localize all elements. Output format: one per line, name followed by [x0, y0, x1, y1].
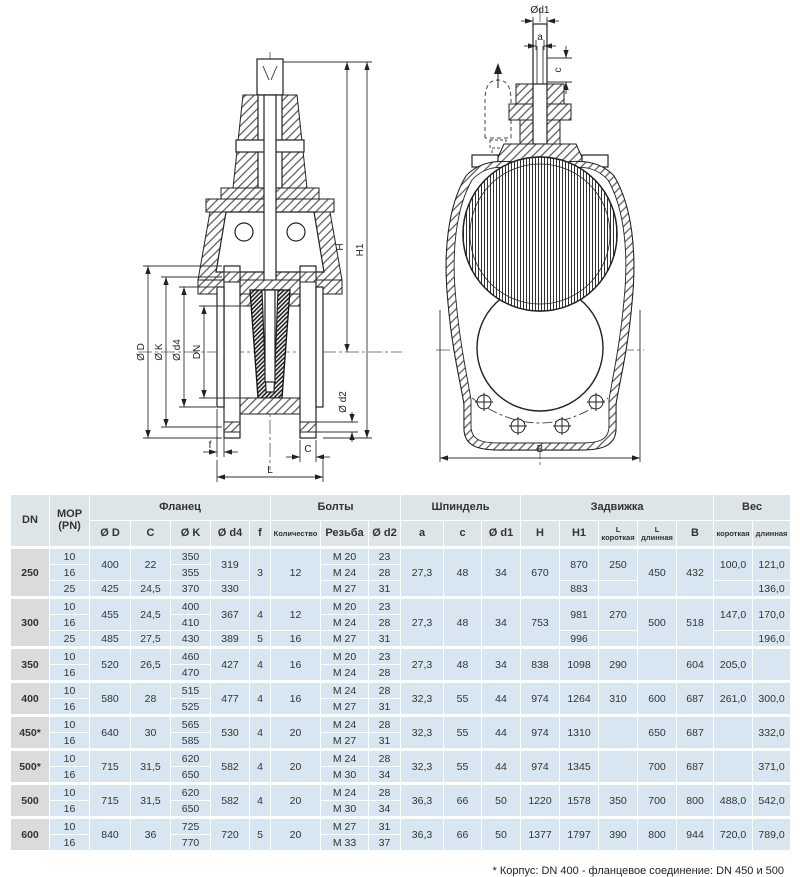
table-cell: 720 — [211, 818, 250, 851]
table-cell: 44 — [482, 682, 521, 716]
table-cell: 974 — [521, 750, 560, 784]
table-cell: 1578 — [560, 784, 599, 818]
table-cell: 28 — [131, 682, 171, 716]
table-cell: 4 — [250, 716, 271, 750]
table-cell: 20 — [271, 784, 321, 818]
dn-cell: 500 — [11, 784, 50, 818]
dim-label-h1: H1 — [355, 243, 366, 257]
table-cell: 620 — [171, 784, 211, 801]
table-cell: 28 — [369, 565, 401, 581]
table-cell: 23 — [369, 648, 401, 665]
dim-label-h: H — [335, 243, 346, 251]
col-header: Ø K — [171, 521, 211, 548]
table-cell: 974 — [521, 716, 560, 750]
table-cell: 400 — [90, 548, 131, 581]
table-cell: 981 — [560, 598, 599, 631]
table-cell: 700 — [638, 784, 677, 818]
col-header: C — [131, 521, 171, 548]
table-cell: 28 — [369, 615, 401, 631]
table-cell: 650 — [638, 716, 677, 750]
table-cell: 25 — [50, 631, 90, 648]
col-header: длинная — [753, 521, 791, 548]
table-cell: 582 — [211, 784, 250, 818]
table-cell: 16 — [50, 665, 90, 682]
dim-label-dn: DN — [192, 344, 203, 360]
table-cell: 477 — [211, 682, 250, 716]
table-cell: 16 — [50, 767, 90, 784]
table-cell: M 33 — [321, 835, 369, 851]
col-header: H1 — [560, 521, 599, 548]
table-cell: 4 — [250, 648, 271, 682]
group-header-spindle: Шпиндель — [401, 495, 521, 521]
table-cell: 30 — [131, 716, 171, 750]
table-cell: 12 — [271, 548, 321, 598]
dim-label-dd2: Ø d2 — [338, 391, 349, 413]
table-cell: 1310 — [560, 716, 599, 750]
table-cell: 31 — [369, 581, 401, 598]
table-cell: 319 — [211, 548, 250, 581]
col-header: B — [677, 521, 714, 548]
table-cell: 789,0 — [753, 818, 791, 851]
table-cell: 55 — [444, 682, 482, 716]
table-cell: 66 — [444, 784, 482, 818]
table-cell: 25 — [50, 581, 90, 598]
table-cell: M 27 — [321, 631, 369, 648]
table-cell: 520 — [90, 648, 131, 682]
table-cell: 1098 — [560, 648, 599, 682]
table-cell: M 24 — [321, 784, 369, 801]
table-cell: 4 — [250, 598, 271, 631]
table-cell: 1220 — [521, 784, 560, 818]
table-cell: 770 — [171, 835, 211, 851]
table-cell: 31 — [369, 631, 401, 648]
table-cell: 250 — [599, 548, 638, 581]
dn-cell: 500* — [11, 750, 50, 784]
table-cell: 996 — [560, 631, 599, 648]
table-cell: 542,0 — [753, 784, 791, 818]
table-cell: 944 — [677, 818, 714, 851]
table-cell: 430 — [171, 631, 211, 648]
table-cell: 530 — [211, 716, 250, 750]
table-cell: 580 — [90, 682, 131, 716]
table-cell: 400 — [171, 598, 211, 615]
table-cell: 37 — [369, 835, 401, 851]
table-cell: 650 — [171, 801, 211, 818]
table-cell — [638, 648, 677, 682]
table-cell: 753 — [521, 598, 560, 648]
table-cell: 715 — [90, 784, 131, 818]
col-header: Резьба — [321, 521, 369, 548]
front-view — [136, 52, 402, 482]
table-cell: 31,5 — [131, 784, 171, 818]
table-cell: 16 — [271, 648, 321, 682]
table-header — [11, 495, 791, 548]
table-cell: M 24 — [321, 565, 369, 581]
group-header-bolts: Болты — [271, 495, 401, 521]
table-cell — [753, 648, 791, 682]
table-cell: 427 — [211, 648, 250, 682]
table-cell: 10 — [50, 750, 90, 767]
table-cell: 34 — [369, 767, 401, 784]
table-cell: 31,5 — [131, 750, 171, 784]
table-cell: M 24 — [321, 716, 369, 733]
table-cell: 205,0 — [714, 648, 753, 682]
dim-label-dK: Ø K — [154, 343, 165, 361]
table-cell: 604 — [677, 648, 714, 682]
table-cell: 470 — [171, 665, 211, 682]
table-cell — [599, 716, 638, 750]
table-cell — [714, 631, 753, 648]
table-cell: 16 — [271, 682, 321, 716]
table-cell: 50 — [482, 818, 521, 851]
table-cell: 44 — [482, 716, 521, 750]
table-cell: 196,0 — [753, 631, 791, 648]
table-cell: 585 — [171, 733, 211, 750]
table-cell: 1264 — [560, 682, 599, 716]
col-header: L короткая — [599, 521, 638, 548]
dim-label-dd1: Ød1 — [530, 5, 550, 16]
table-cell: 147,0 — [714, 598, 753, 631]
table-cell: M 30 — [321, 767, 369, 784]
table-cell: 24,5 — [131, 581, 171, 598]
group-header-weight: Вес — [714, 495, 791, 521]
col-header: Ø d2 — [369, 521, 401, 548]
table-cell: 687 — [677, 750, 714, 784]
table-cell: 48 — [444, 648, 482, 682]
table-cell: 20 — [271, 716, 321, 750]
table-cell: 27,3 — [401, 648, 444, 682]
table-cell: 425 — [90, 581, 131, 598]
table-cell: 10 — [50, 598, 90, 615]
table-cell: M 24 — [321, 615, 369, 631]
table-cell: 650 — [171, 767, 211, 784]
cap-arrow — [494, 63, 502, 74]
table-cell: 367 — [211, 598, 250, 631]
table-cell: 48 — [444, 598, 482, 648]
table-cell: 725 — [171, 818, 211, 835]
table-cell: 31 — [369, 733, 401, 750]
table-cell: 515 — [171, 682, 211, 699]
table-cell: 687 — [677, 716, 714, 750]
dim-label-b: B — [536, 444, 544, 455]
table-cell: 974 — [521, 682, 560, 716]
table-cell: 20 — [271, 818, 321, 851]
table-cell: 28 — [369, 716, 401, 733]
dn-cell: 400 — [11, 682, 50, 716]
dim-label-c-front: C — [304, 444, 312, 455]
table-cell: 16 — [50, 801, 90, 818]
table-cell: 34 — [482, 548, 521, 598]
table-cell: 36 — [131, 818, 171, 851]
table-cell: 44 — [482, 750, 521, 784]
table-cell: 32,3 — [401, 682, 444, 716]
table-cell — [714, 716, 753, 750]
table-cell: 48 — [444, 548, 482, 598]
table-cell: 518 — [677, 598, 714, 648]
table-cell: 50 — [482, 784, 521, 818]
table-cell: 261,0 — [714, 682, 753, 716]
table-cell: 5 — [250, 818, 271, 851]
col-header-mop: МОР (PN) — [50, 495, 90, 548]
table-cell: 390 — [599, 818, 638, 851]
table-cell: M 20 — [321, 648, 369, 665]
table-cell: 883 — [560, 581, 599, 598]
dim-label-a: a — [537, 32, 543, 43]
table-cell: 4 — [250, 784, 271, 818]
table-cell: 4 — [250, 682, 271, 716]
table-cell: 16 — [50, 615, 90, 631]
group-header-valve: Задвижка — [521, 495, 714, 521]
dim-label-dD: Ø D — [136, 343, 147, 361]
table-cell: 455 — [90, 598, 131, 631]
table-cell: 389 — [211, 631, 250, 648]
footnote: * Корпус: DN 400 - фланцевое соединение: DN 450 и 500 — [492, 865, 784, 877]
table-cell: 870 — [560, 548, 599, 581]
table-cell: 27,5 — [131, 631, 171, 648]
table-cell: 700 — [638, 750, 677, 784]
table-cell: 36,3 — [401, 818, 444, 851]
table-cell: M 27 — [321, 733, 369, 750]
table-cell: 36,3 — [401, 784, 444, 818]
table-cell: 310 — [599, 682, 638, 716]
col-header: a — [401, 521, 444, 548]
col-header: Количество — [271, 521, 321, 548]
table-cell: 1345 — [560, 750, 599, 784]
table-cell: 12 — [271, 598, 321, 631]
table-cell: 10 — [50, 784, 90, 801]
table-cell: 16 — [50, 699, 90, 716]
table-cell: 28 — [369, 682, 401, 699]
spec-table — [10, 494, 791, 851]
table-cell: 800 — [638, 818, 677, 851]
table-cell: 840 — [90, 818, 131, 851]
table-cell: 620 — [171, 750, 211, 767]
table-cell: 23 — [369, 548, 401, 565]
table-cell: 687 — [677, 682, 714, 716]
table-cell: 3 — [250, 548, 271, 598]
table-cell: 370 — [171, 581, 211, 598]
table-cell: M 24 — [321, 750, 369, 767]
col-header: Ø d4 — [211, 521, 250, 548]
table-cell: 838 — [521, 648, 560, 682]
col-header: L длинная — [638, 521, 677, 548]
table-cell: M 27 — [321, 581, 369, 598]
dim-label-c-side: c — [553, 67, 564, 73]
table-cell: M 30 — [321, 801, 369, 818]
table-cell: M 27 — [321, 818, 369, 835]
table-cell: M 24 — [321, 665, 369, 682]
col-header: f — [250, 521, 271, 548]
table-cell: 330 — [211, 581, 250, 598]
table-cell: 720,0 — [714, 818, 753, 851]
table-cell: 640 — [90, 716, 131, 750]
dn-cell: 600 — [11, 818, 50, 851]
table-cell: 355 — [171, 565, 211, 581]
table-cell: 28 — [369, 750, 401, 767]
table-cell: 66 — [444, 818, 482, 851]
table-cell: 16 — [50, 565, 90, 581]
table-body — [11, 548, 791, 851]
table-cell: 432 — [677, 548, 714, 598]
table-cell: 350 — [171, 548, 211, 565]
dim-label-l: L — [267, 465, 273, 476]
dim-label-f: f — [208, 440, 212, 451]
table-cell: 500 — [638, 598, 677, 648]
table-cell: 55 — [444, 716, 482, 750]
table-cell: 715 — [90, 750, 131, 784]
table-cell: 410 — [171, 615, 211, 631]
table-cell: 31 — [369, 699, 401, 716]
table-cell: 34 — [482, 598, 521, 648]
table-cell: 16 — [50, 733, 90, 750]
table-cell: 488,0 — [714, 784, 753, 818]
table-cell: 27,3 — [401, 548, 444, 598]
table-cell: 34 — [482, 648, 521, 682]
col-header-dn: DN — [11, 495, 50, 548]
table-cell: 485 — [90, 631, 131, 648]
table-cell: 32,3 — [401, 716, 444, 750]
table-cell — [599, 750, 638, 784]
table-cell: 136,0 — [753, 581, 791, 598]
table-cell: 350 — [599, 784, 638, 818]
dn-cell: 300 — [11, 598, 50, 648]
table-cell: 28 — [369, 784, 401, 801]
table-cell: 270 — [599, 598, 638, 631]
table-cell: 10 — [50, 648, 90, 665]
table-cell: 450 — [638, 548, 677, 598]
table-cell: 170,0 — [753, 598, 791, 631]
table-cell: 1797 — [560, 818, 599, 851]
table-cell: 800 — [677, 784, 714, 818]
table-cell: 23 — [369, 598, 401, 615]
table-cell: 10 — [50, 818, 90, 835]
col-header: Ø D — [90, 521, 131, 548]
table-cell — [599, 631, 638, 648]
table-cell: M 27 — [321, 699, 369, 716]
table-cell: 22 — [131, 548, 171, 581]
cap-outline — [485, 80, 511, 138]
table-cell — [714, 750, 753, 784]
table-cell: 4 — [250, 750, 271, 784]
table-cell: M 20 — [321, 548, 369, 565]
table-cell: 10 — [50, 716, 90, 733]
table-cell: 28 — [369, 665, 401, 682]
side-view — [436, 5, 644, 466]
table-cell: 16 — [271, 631, 321, 648]
table-cell: 10 — [50, 548, 90, 565]
table-cell: 34 — [369, 801, 401, 818]
table-cell: 20 — [271, 750, 321, 784]
table-cell: M 20 — [321, 598, 369, 615]
table-cell: M 24 — [321, 682, 369, 699]
table-cell: 121,0 — [753, 548, 791, 581]
table-cell: 371,0 — [753, 750, 791, 784]
col-header: H — [521, 521, 560, 548]
table-cell: 55 — [444, 750, 482, 784]
table-cell: 582 — [211, 750, 250, 784]
col-header: Ø d1 — [482, 521, 521, 548]
table-cell: 24,5 — [131, 598, 171, 631]
dim-label-dd4: Ø d4 — [172, 339, 183, 361]
table-cell — [599, 581, 638, 598]
table-cell: 565 — [171, 716, 211, 733]
table-cell: 5 — [250, 631, 271, 648]
col-header: короткая — [714, 521, 753, 548]
table-cell: 1377 — [521, 818, 560, 851]
dn-cell: 350 — [11, 648, 50, 682]
table-cell: 290 — [599, 648, 638, 682]
table-cell: 32,3 — [401, 750, 444, 784]
table-cell: 31 — [369, 818, 401, 835]
table-cell: 27,3 — [401, 598, 444, 648]
col-header: c — [444, 521, 482, 548]
table-cell: 600 — [638, 682, 677, 716]
table-cell — [714, 581, 753, 598]
gate-disc — [463, 157, 617, 311]
table-cell: 460 — [171, 648, 211, 665]
group-header-flange: Фланец — [90, 495, 271, 521]
dn-cell: 250 — [11, 548, 50, 598]
table-cell: 332,0 — [753, 716, 791, 750]
dn-cell: 450* — [11, 716, 50, 750]
table-cell: 100,0 — [714, 548, 753, 581]
table-cell: 10 — [50, 682, 90, 699]
table-cell: 670 — [521, 548, 560, 598]
table-cell: 525 — [171, 699, 211, 716]
table-cell: 26,5 — [131, 648, 171, 682]
table-cell: 16 — [50, 835, 90, 851]
table-cell: 300,0 — [753, 682, 791, 716]
